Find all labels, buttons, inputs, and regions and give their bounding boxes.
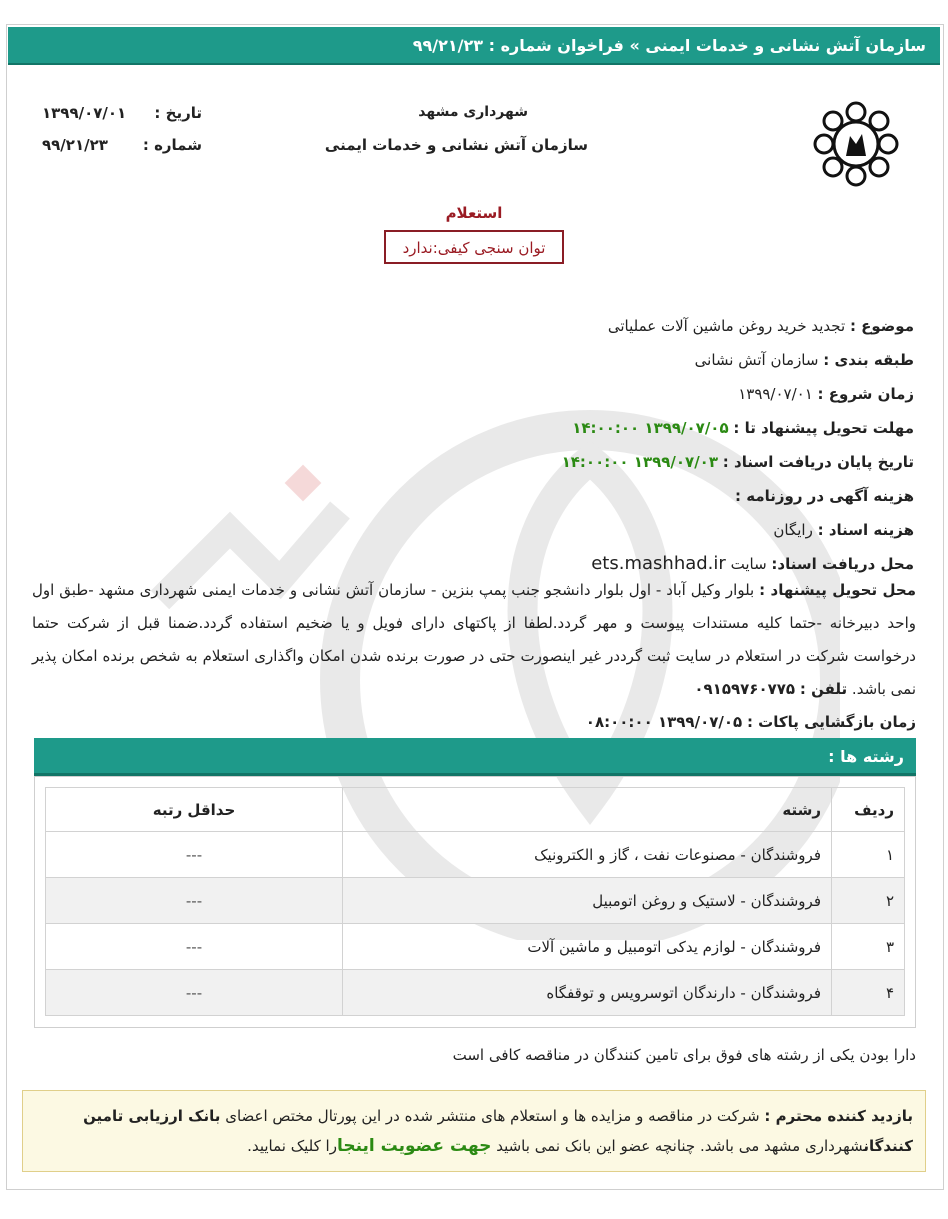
fields-note: دارا بودن یکی از رشته های فوق برای تامین کنندگان در مناقصه کافی است <box>452 1046 916 1064</box>
date-label: تاریخ : <box>154 104 202 122</box>
header-title: سازمان آتش نشانی و خدمات ایمنی » فراخوان شماره : ۹۹/۲۱/۲۳ <box>412 36 926 55</box>
row-number: ۲ <box>832 878 905 924</box>
row-min-rank: --- <box>46 970 343 1016</box>
start-value: ۱۳۹۹/۰۷/۰۱ <box>738 385 813 403</box>
table-header-row <box>46 788 905 832</box>
row-number: ۳ <box>832 924 905 970</box>
delivery-paragraph <box>32 574 916 739</box>
category-row <box>34 346 914 380</box>
table-row <box>46 832 905 878</box>
org-line-1: شهرداری مشهد <box>418 104 528 120</box>
row-min-rank: --- <box>46 924 343 970</box>
doc-site-link[interactable]: ets.mashhad.ir <box>591 553 726 574</box>
delivery-text: بلوار وکیل آباد - اول بلوار دانشجو جنب پمپ بنزین - سازمان آتش نشانی و خدمات ایمنی شهرداری مشهد -طبق اول واحد دبیرخانه -حتما کلیه مستندات پیوست و مهر گردد.لطفا از پاکتهای دارای فویل و یا ضخیم استفاده گردد.ضمنا قبل از شرکت حتما درخواست شرکت در استعلام در سایت ثبت گرددر غیر اینصورت حتی در صورت برنده شدن امکان واگذاری استعلام به شخص برنده امکان پذیر نمی باشد. <box>32 581 916 698</box>
visitor-notice <box>22 1090 926 1172</box>
table-row <box>46 878 905 924</box>
row-min-rank: --- <box>46 878 343 924</box>
category-value: سازمان آتش نشانی <box>694 351 819 369</box>
row-field: فروشندگان - لوازم یدکی اتومبیل و ماشین آلات <box>343 924 832 970</box>
phone-label: تلفن : <box>799 680 848 698</box>
row-field: فروشندگان - دارندگان اتوسرویس و توقفگاه <box>343 970 832 1016</box>
visitor-text-1: شرکت در مناقصه و مزایده ها و استعلام های منتشر شده در این پورتال مختص اعضای <box>225 1107 760 1125</box>
ad-cost-label: هزینه آگهی در روزنامه : <box>735 487 914 505</box>
header-min-rank: حداقل رتبه <box>46 788 343 832</box>
delivery-label: محل تحویل پیشنهاد : <box>759 581 916 599</box>
header-row-number: ردیف <box>832 788 905 832</box>
start-row <box>34 380 914 414</box>
visitor-text-3: را کلیک نمایید. <box>247 1137 337 1155</box>
subject-row <box>34 312 914 346</box>
number-value: ۹۹/۲۱/۲۳ <box>42 136 108 154</box>
doc-place-label: محل دریافت اسناد: <box>771 555 914 573</box>
row-field: فروشندگان - مصنوعات نفت ، گاز و الکترونیک <box>343 832 832 878</box>
start-label: زمان شروع : <box>817 385 914 403</box>
row-number: ۱ <box>832 832 905 878</box>
docs-end-label: تاریخ پایان دریافت اسناد : <box>722 453 914 471</box>
deadline-label: مهلت تحویل پیشنهاد تا : <box>733 419 914 437</box>
row-min-rank: --- <box>46 832 343 878</box>
table-row <box>46 970 905 1016</box>
details-block <box>34 312 914 584</box>
fields-table <box>45 787 905 1016</box>
subject-label: موضوع : <box>849 317 914 335</box>
municipality-logo <box>810 98 902 190</box>
ad-cost-row <box>34 482 914 516</box>
doc-cost-row <box>34 516 914 550</box>
phone-value: ۰۹۱۵۹۷۶۰۷۷۵ <box>694 680 796 698</box>
quality-badge: توان سنجی کیفی:ندارد <box>384 230 564 264</box>
visitor-bank: بانک ارزیابی تامین کنندگان <box>83 1107 913 1155</box>
deadline-row <box>34 414 914 448</box>
docs-end-value: ۱۳۹۹/۰۷/۰۳ ۱۴:۰۰:۰۰ <box>561 453 718 471</box>
fields-section-title: رشته ها : <box>828 747 904 766</box>
number-label: شماره : <box>142 136 202 154</box>
inquiry-title: استعلام <box>445 204 503 222</box>
date-number-block <box>42 104 202 168</box>
opening-label: زمان بازگشایی پاکات : <box>746 713 916 731</box>
table-row <box>46 924 905 970</box>
deadline-value: ۱۳۹۹/۰۷/۰۵ ۱۴:۰۰:۰۰ <box>572 419 729 437</box>
category-label: طبقه بندی : <box>823 351 914 369</box>
doc-cost-label: هزینه اسناد : <box>817 521 914 539</box>
row-number: ۴ <box>832 970 905 1016</box>
doc-cost-value: رایگان <box>773 521 813 539</box>
row-field: فروشندگان - لاستیک و روغن اتومبیل <box>343 878 832 924</box>
membership-link[interactable]: جهت عضویت اینجا <box>336 1136 492 1156</box>
visitor-text-2: شهرداری مشهد می باشد. چنانچه عضو این بانک نمی باشید <box>496 1137 864 1155</box>
fields-table-container <box>34 776 916 1028</box>
docs-end-row <box>34 448 914 482</box>
date-value: ۱۳۹۹/۰۷/۰۱ <box>42 104 127 122</box>
org-line-2: سازمان آتش نشانی و خدمات ایمنی <box>324 136 588 154</box>
page-header <box>8 27 940 65</box>
header-field: رشته <box>343 788 832 832</box>
visitor-lead: بازدید کننده محترم : <box>764 1107 913 1125</box>
doc-place-value: سایت <box>730 555 767 573</box>
subject-value: تجدید خرید روغن ماشین آلات عملیاتی <box>607 317 846 335</box>
opening-value: ۱۳۹۹/۰۷/۰۵ ۰۸:۰۰:۰۰ <box>585 713 743 731</box>
fields-section-header <box>34 738 916 776</box>
